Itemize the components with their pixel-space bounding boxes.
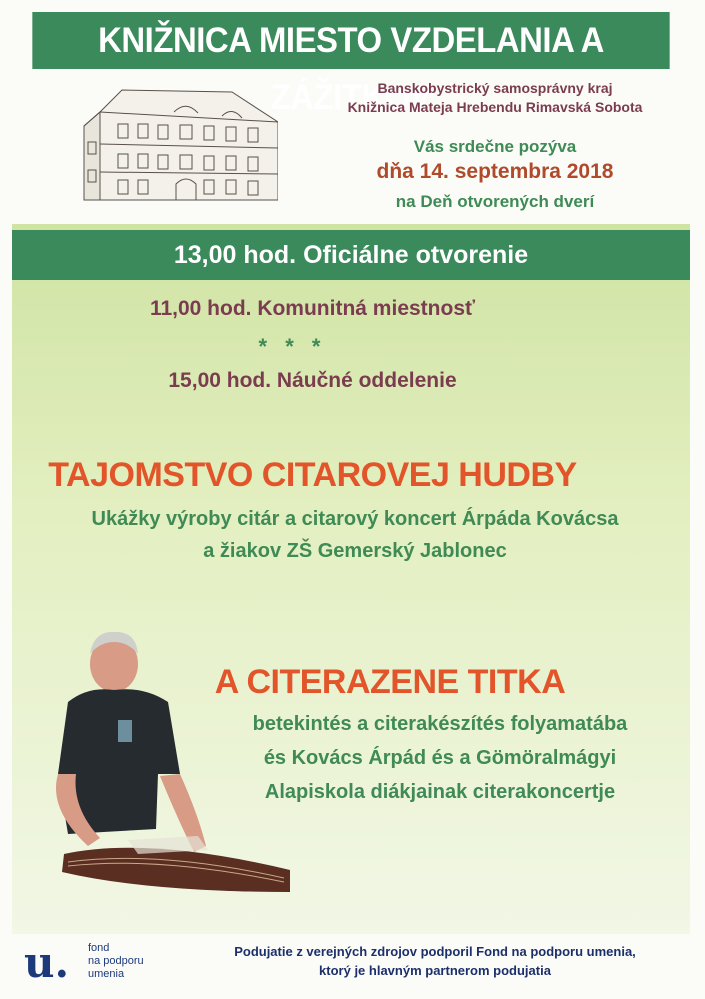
fund-logo-line: umenia bbox=[88, 968, 125, 980]
program-desc-sk: Ukážky výroby citár a citarový koncert Árpáda Kovácsa bbox=[91, 508, 619, 530]
schedule-separator: * * * bbox=[258, 334, 327, 359]
organizer-library: Knižnica Mateja Hrebendu Rimavská Sobota bbox=[347, 99, 643, 115]
page-title: KNIŽNICA MIESTO VZDELANIA A ZÁŽITKOV bbox=[32, 12, 669, 69]
opening-banner: 13,00 hod. Oficiálne otvorenie bbox=[12, 230, 690, 280]
program-desc-hu: és Kovács Árpád és a Gömöralmágyi bbox=[263, 747, 617, 769]
invite-line: Vás srdečne pozýva bbox=[413, 137, 577, 156]
organizer-region: Banskobystrický samosprávny kraj bbox=[377, 80, 613, 96]
event-date: dňa 14. septembra 2018 bbox=[376, 160, 614, 183]
program-title-sk: TAJOMSTVO CITAROVEJ HUDBY bbox=[48, 456, 577, 494]
program-title-hu: A CITERAZENE TITKA bbox=[214, 663, 566, 701]
sponsor-note: ktorý je hlavným partnerom podujatia bbox=[319, 963, 551, 978]
sponsor-note: Podujatie z verejných zdrojov podporil Fond na podporu umenia, bbox=[234, 944, 636, 959]
program-desc-hu: betekintés a citerakészítés folyamatába bbox=[252, 713, 628, 735]
schedule-item: 15,00 hod. Náučné oddelenie bbox=[168, 369, 457, 392]
fund-logo-line: fond bbox=[88, 942, 110, 954]
library-building-illustration bbox=[82, 82, 278, 206]
program-desc-sk: a žiakov ZŠ Gemerský Jablonec bbox=[203, 540, 507, 562]
fund-logo-line: na podporu bbox=[88, 955, 144, 967]
schedule-item: 11,00 hod. Komunitná miestnosť bbox=[149, 297, 476, 320]
fund-logo bbox=[24, 940, 174, 990]
event-name: na Deň otvorených dverí bbox=[395, 192, 595, 211]
program-desc-hu: Alapiskola diákjainak citerakoncertje bbox=[264, 781, 616, 803]
fund-logo-mark: u. bbox=[24, 938, 70, 987]
fund-logo-text bbox=[88, 942, 144, 981]
